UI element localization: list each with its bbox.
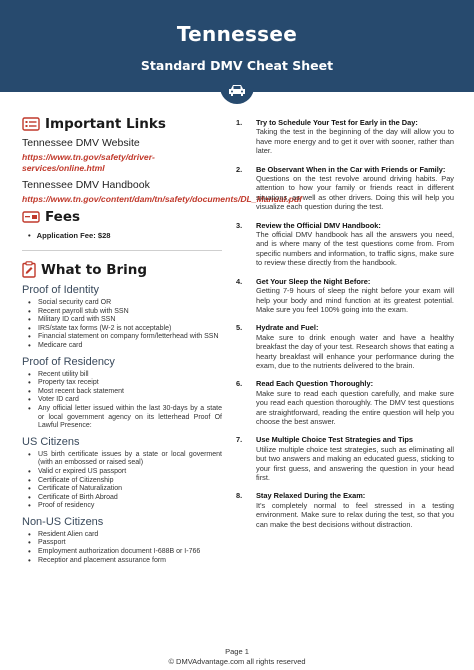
tip-text: Questions on the test revolve around driving habits. Pay attention to how your family or friends react in different situations, as well as other drivers. Doing this will help you visualize each question during the test. — [256, 174, 454, 212]
tip-item — [236, 379, 454, 426]
tip-text: Taking the test in the beginning of the day will allow you to have more energy and to get it over with sooner, rather than later. — [256, 127, 454, 156]
dmv-website-link[interactable]: https://www.tn.gov/safety/driver-services/online.html — [22, 152, 155, 173]
tip-title: Get Your Sleep the Night Before: — [256, 276, 371, 286]
category-title: Proof of Identity — [22, 284, 100, 296]
links-heading-row — [22, 116, 222, 132]
tip-number: 1. — [236, 118, 243, 127]
list-item: • Most recent back statement — [28, 388, 222, 397]
tip-number: 3. — [236, 220, 243, 230]
list-item: • Certificate of Birth Abroad — [28, 494, 222, 503]
tip-number: 5. — [236, 323, 243, 333]
list-item: • Valid cr expired US passport — [28, 468, 222, 477]
links-heading: Important Links — [45, 116, 166, 132]
tips-column — [236, 118, 454, 538]
category-title: US Citizens — [22, 435, 80, 448]
page-title: Tennessee — [176, 22, 298, 46]
us-citizens-list — [22, 451, 222, 511]
tip-number: 4. — [236, 276, 243, 286]
dmv-handbook-link[interactable]: https://www.tn.gov/content/dam/tn/safety/documents/DL_Manual.pdf — [22, 194, 302, 204]
tip-title: Stay Relaxed During the Exam: — [256, 491, 366, 501]
card-icon — [22, 211, 40, 223]
tip-title: Use Multiple Choice Test Strategies and Tips — [256, 435, 414, 445]
identity-list — [22, 299, 222, 351]
dmv-website-label: Tennessee DMV Website — [22, 137, 140, 149]
list-item: • Medicare card — [28, 342, 222, 351]
tip-title: Review the Official DMV Handbook: — [256, 220, 381, 230]
tip-title: Hydrate and Fuel: — [256, 323, 319, 333]
car-badge — [220, 80, 254, 104]
list-item: • Any official letter issued within the last 30-days by a state or local government agency on its letterhead Proof Of Lawful Presence: — [28, 405, 222, 431]
residency-list — [22, 371, 222, 431]
list-item: • Voter ID card — [28, 396, 222, 405]
tip-number: 7. — [236, 435, 243, 445]
tip-text: Make sure to drink enough water and have a healthy breakfast the day of your test. Research shows that eating a hearty breakfast will enhance your performance during the exam, due to the nutrients delivered to the brain. — [256, 332, 454, 370]
tip-item — [236, 435, 454, 482]
fees-heading: Fees — [45, 209, 81, 225]
tips-list — [236, 118, 454, 529]
car-icon — [228, 84, 246, 96]
list-item: • US birth certificate issues by a state or local goverment (with an embossed or raised seal) — [28, 451, 222, 468]
tip-item — [236, 165, 454, 212]
copyright-text: © DMVAdvantage.com all rights reserved — [168, 656, 306, 666]
page-footer — [0, 647, 474, 666]
list-item: • Recent utility bill — [28, 371, 222, 380]
what-to-bring-heading: What to Bring — [41, 261, 148, 278]
fees-heading-row — [22, 209, 222, 225]
tip-text: Make sure to read each question carefully, and make sure you read each question thoroughly. The DMV test questions are straightforward, reading the entire question will help you choose the best answer. — [256, 388, 454, 426]
list-item: • Recent payroll stub with SSN — [28, 308, 222, 317]
tip-text: Getting 7-9 hours of sleep the night before your exam will help your body and mind function at its greatest potential. Make sure you feel 100% going into the exam. — [256, 286, 454, 314]
list-item: • Receptior and placement assurance form — [28, 557, 222, 566]
tip-item — [236, 323, 454, 370]
tip-item — [236, 221, 454, 268]
dmv-handbook-label: Tennessee DMV Handbook — [22, 179, 150, 191]
tip-text: The official DMV handbook has all the answers you need, and is where many of the test questions come from. From specific numbers and information, to traffic signs, make sure to review these directly from the handbook. — [256, 230, 454, 268]
tip-item — [236, 491, 454, 529]
tip-title: Be Observant When in the Car with Friends or Family: — [256, 164, 446, 174]
list-item: • Property tax receipt — [28, 379, 222, 388]
list-item: • Resident Alien card — [28, 531, 222, 540]
tip-number: 8. — [236, 491, 243, 501]
tip-text: Utilize multiple choice test strategies, such as eliminating all but two answers and making an educated guess, sticking to your first guess, and answering the question in your head first. — [256, 444, 454, 482]
list-item: • Passport — [28, 539, 222, 548]
list-item: • Military ID card with SSN — [28, 316, 222, 325]
page-header — [0, 0, 474, 92]
list-item: • Proof of residency — [28, 502, 222, 511]
what-to-bring-heading-row — [22, 261, 222, 278]
tip-item — [236, 118, 454, 156]
list-item: • Certificate of Naturalization — [28, 485, 222, 494]
list-item: • Certificate of Citizenship — [28, 477, 222, 486]
tip-number: 2. — [236, 164, 243, 174]
page-subtitle: Standard DMV Cheat Sheet — [140, 58, 334, 73]
tip-item — [236, 277, 454, 315]
clipboard-icon — [22, 261, 36, 278]
tip-title: Read Each Question Thoroughly: — [256, 379, 374, 389]
tip-title: Try to Schedule Your Test for Early in the Day: — [256, 118, 418, 127]
list-item: • Employment authorization document I-688B or I-766 — [28, 548, 222, 557]
non-us-citizens-list — [22, 531, 222, 565]
page-number: Page 1 — [225, 647, 249, 656]
list-item: • Social security card OR — [28, 299, 222, 308]
section-divider — [22, 250, 222, 251]
list-item: • IRS/state tax forms (W-2 is not acceptable) — [28, 325, 222, 334]
category-title: Non-US Citizens — [22, 515, 104, 528]
tip-number: 6. — [236, 379, 243, 389]
list-item: • Financial statement on company form/letterhead with SSN — [28, 333, 222, 342]
fee-item: • Application Fee: $28 — [22, 231, 222, 240]
list-icon — [22, 117, 40, 131]
tip-text: It's completely normal to feel stressed in a testing environment. Make sure to relax during the test, so that you can make the best decisions without distraction. — [256, 500, 454, 529]
category-title: Proof of Residency — [22, 355, 115, 368]
